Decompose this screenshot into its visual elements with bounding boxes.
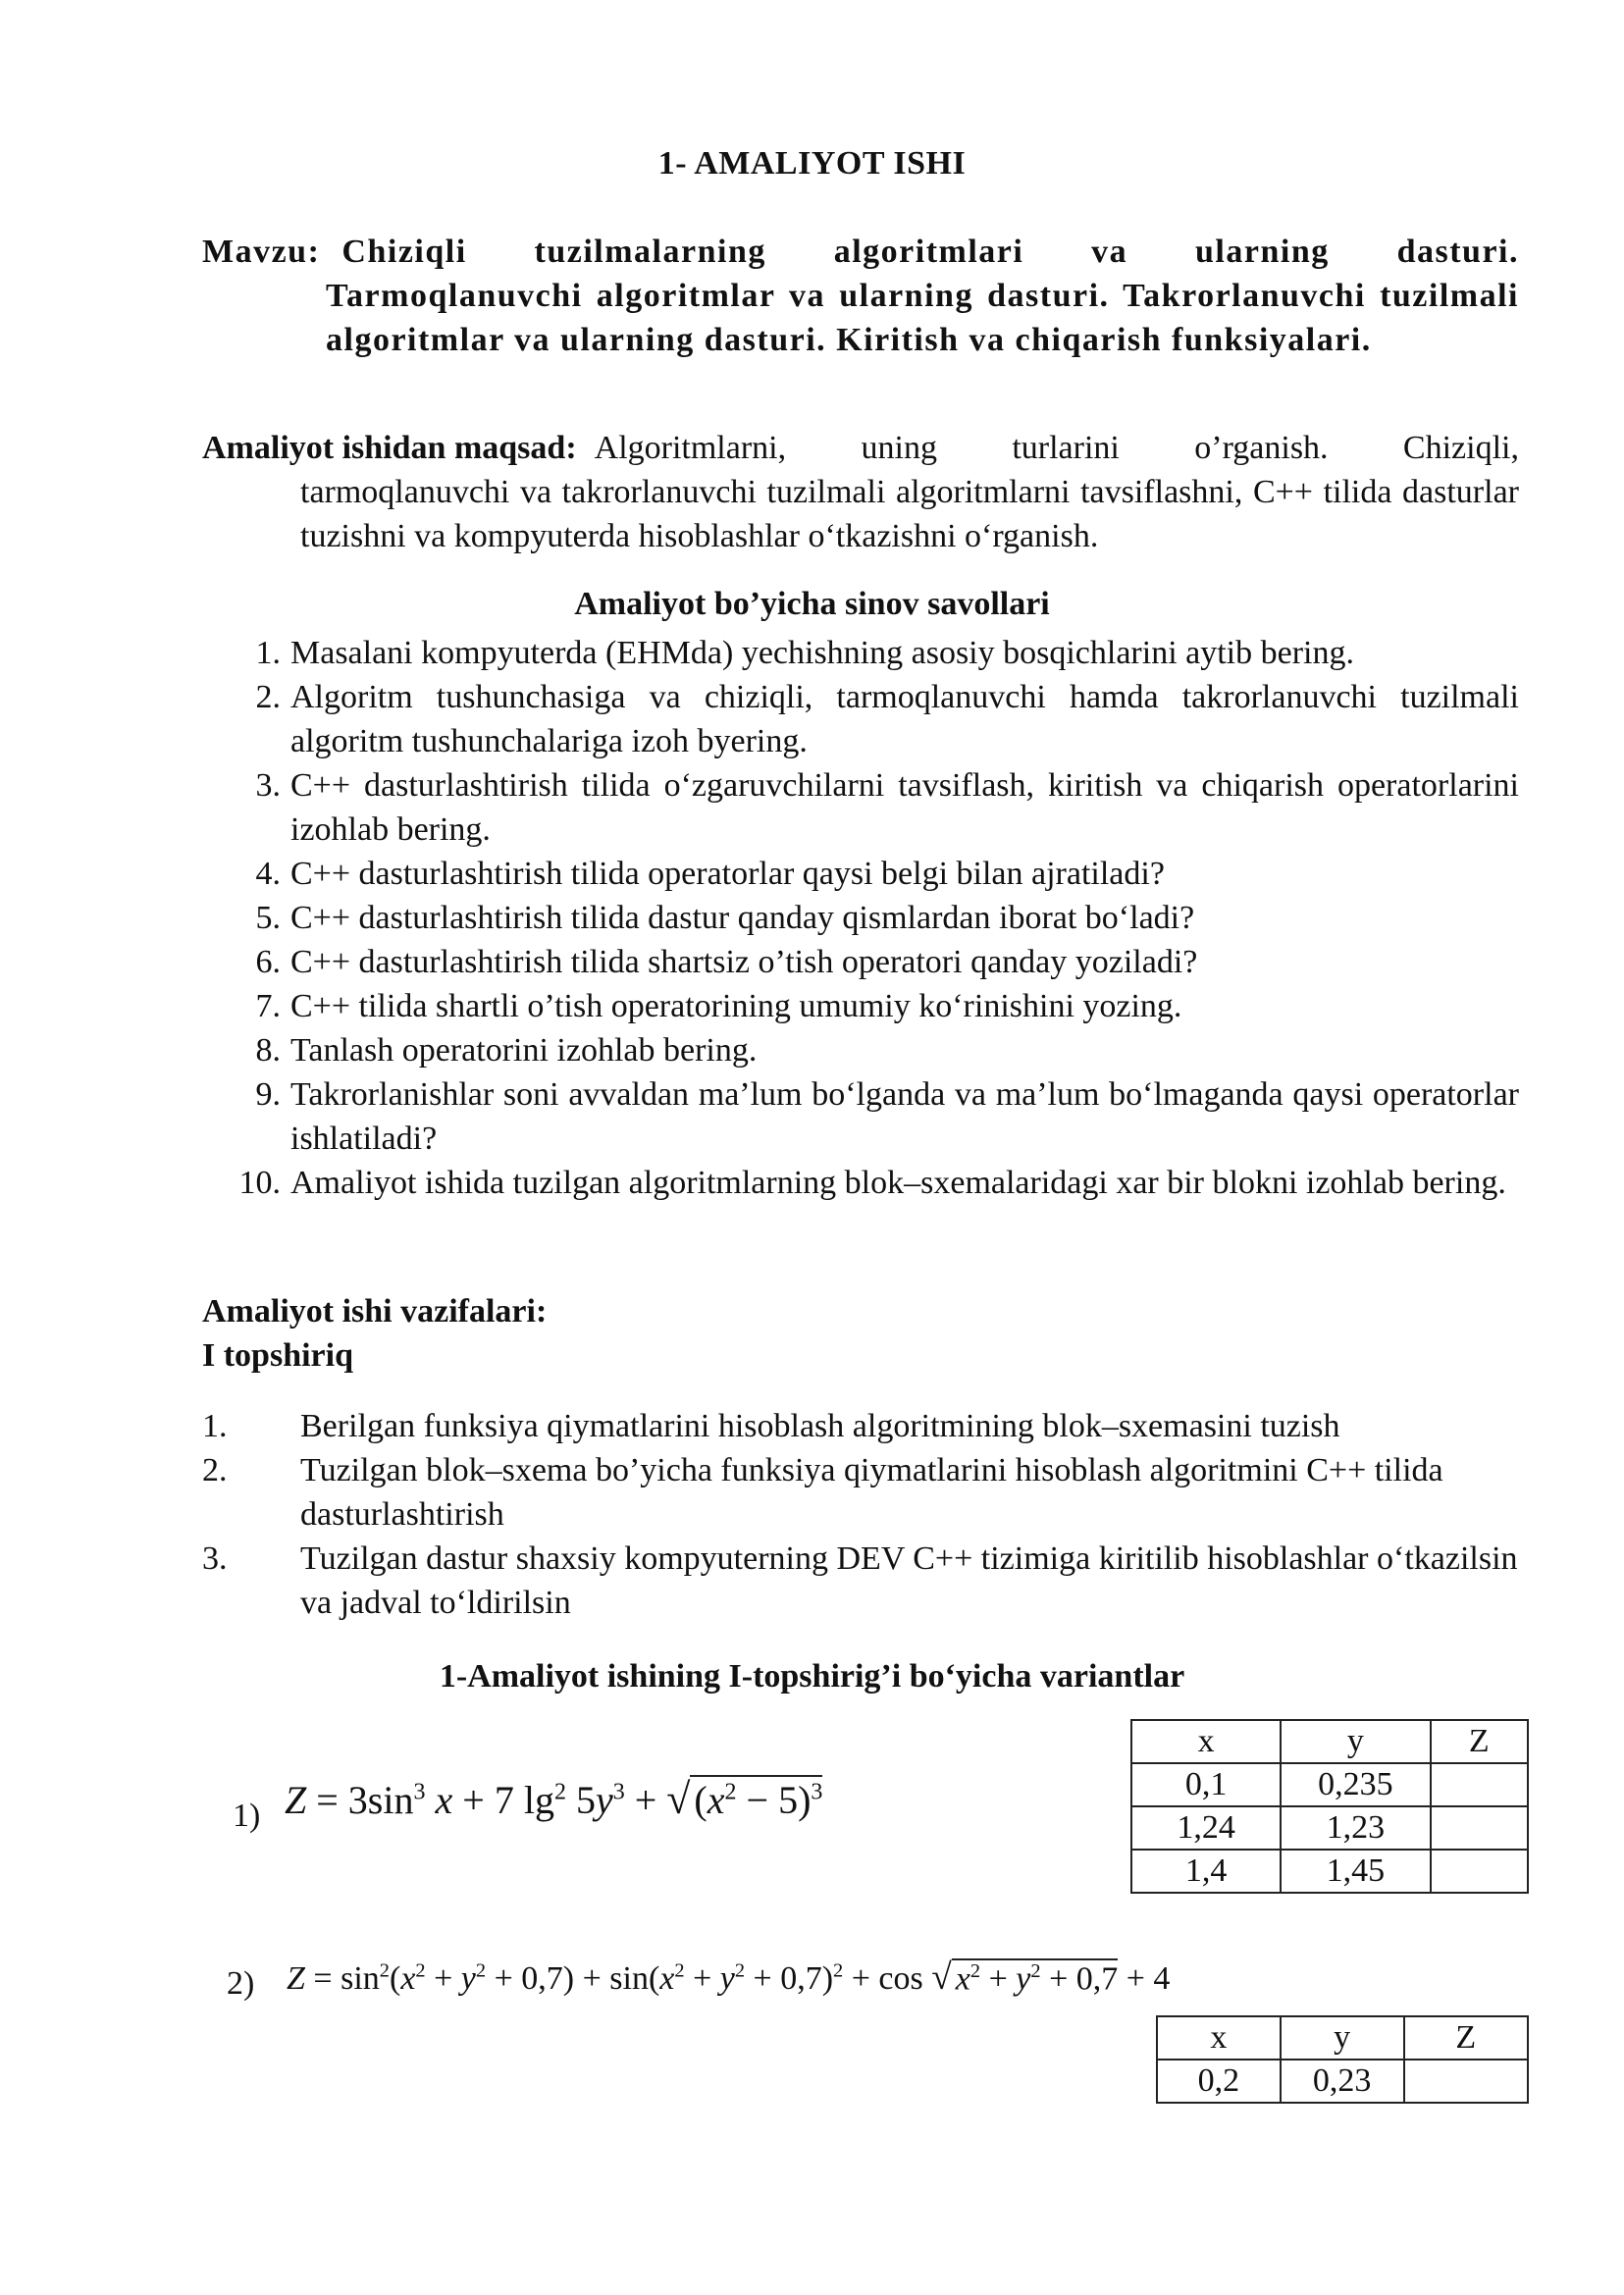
- item-text: Masalani kompyuterda (EHMda) yechishning asosiy bosqichlarini aytib bering.: [290, 635, 1354, 671]
- tasks-list: [202, 1404, 1519, 1625]
- list-item: [202, 852, 1519, 896]
- item-number: 2.: [255, 679, 281, 715]
- item-number: 3.: [255, 767, 281, 804]
- item-text: Berilgan funksiya qiymatlarini hisoblash algoritmining blok–sxemasini tuzish: [300, 1408, 1340, 1444]
- topic-rest: Tarmoqlanuvchi algoritmlar va ularning dasturi. Takrorlanuvchi tuzilmali algoritmlar va ularning dasturi. Kiritish va chiqarish funksiyalari.: [326, 278, 1519, 358]
- item-text: Algoritm tushunchasiga va chiziqli, tarmoqlanuvchi hamda takrorlanuvchi tuzilmali algoritm tushunchalariga izoh byering.: [290, 679, 1519, 759]
- list-item: [202, 940, 1519, 984]
- item-number: 4.: [255, 856, 281, 892]
- table-header-cell: y: [1281, 1720, 1430, 1763]
- item-text: C++ dasturlashtirish tilida o‘zgaruvchilarni tavsiflash, kiritish va chiqarish operatorlarini izohlab bering.: [290, 767, 1519, 848]
- variant-1-table: [1130, 1719, 1529, 1894]
- item-text: C++ dasturlashtirish tilida shartsiz o’tish operatori qanday yoziladi?: [290, 944, 1198, 980]
- item-number: 1.: [255, 635, 281, 671]
- table-cell: 1,23: [1281, 1806, 1430, 1850]
- list-item: [202, 1537, 1519, 1625]
- item-text: C++ tilida shartli o’tish operatorining umumiy ko‘rinishini yozing.: [290, 988, 1182, 1024]
- table-cell: 0,23: [1281, 2060, 1404, 2103]
- item-number: 7.: [255, 988, 281, 1024]
- list-item: [202, 1404, 1519, 1448]
- list-item: [202, 1072, 1519, 1161]
- item-text: C++ dasturlashtirish tilida dastur qanday qismlardan iborat bo‘ladi?: [290, 900, 1195, 936]
- list-item: [202, 675, 1519, 763]
- item-number: 6.: [255, 944, 281, 980]
- table-cell: [1404, 2060, 1528, 2103]
- table-header-row: [1131, 1720, 1528, 1763]
- table-row: [1131, 1806, 1528, 1850]
- list-item: [202, 1161, 1519, 1205]
- table-header-cell: x: [1157, 2016, 1281, 2060]
- topic-line1: Chiziqli tuzilmalarning algoritmlari va ularning dasturi.: [341, 234, 1519, 270]
- table-cell: 1,4: [1131, 1850, 1281, 1893]
- table-cell: 1,24: [1131, 1806, 1281, 1850]
- table-cell: [1431, 1850, 1528, 1893]
- table-row: [1131, 1763, 1528, 1806]
- table-cell: 0,2: [1157, 2060, 1281, 2103]
- variant-2-table: [1156, 2015, 1529, 2104]
- variant-2-number: 2): [227, 1965, 255, 2002]
- goal-block: [202, 426, 1519, 558]
- table-header-cell: Z: [1431, 1720, 1528, 1763]
- table-row: [1131, 1850, 1528, 1893]
- table-cell: 0,1: [1131, 1763, 1281, 1806]
- variant-1-number: 1): [233, 1798, 261, 1834]
- topic-block: [202, 230, 1519, 362]
- item-number: 2.: [202, 1452, 228, 1488]
- item-text: Takrorlanishlar soni avvaldan ma’lum bo‘lganda va ma’lum bo‘lmaganda qaysi operatorlar ishlatiladi?: [290, 1076, 1519, 1157]
- item-text: Tuzilgan dastur shaxsiy kompyuterning DEV C++ tizimiga kiritilib hisoblashlar o‘tkazilsin va jadval to‘ldirilsin: [300, 1540, 1518, 1621]
- item-text: Tanlash operatorini izohlab bering.: [290, 1032, 758, 1069]
- item-text: C++ dasturlashtirish tilida operatorlar qaysi belgi bilan ajratiladi?: [290, 856, 1165, 892]
- table-header-row: [1157, 2016, 1528, 2060]
- item-number: 5.: [255, 900, 281, 936]
- table-header-cell: x: [1131, 1720, 1281, 1763]
- item-number: 10.: [238, 1165, 281, 1201]
- table-row: [1157, 2060, 1528, 2103]
- topic-label: Mavzu:: [202, 234, 321, 270]
- item-number: 9.: [255, 1076, 281, 1113]
- assignment-heading: I topshiriq: [202, 1337, 353, 1374]
- table-header-cell: Z: [1404, 2016, 1528, 2060]
- list-item: [202, 1448, 1519, 1537]
- list-item: [202, 763, 1519, 852]
- goal-line1: Algoritmlarni, uning turlarini o’rganish. Chiziqli,: [594, 430, 1519, 466]
- item-number: 8.: [255, 1032, 281, 1069]
- table-cell: [1431, 1763, 1528, 1806]
- variants-heading: 1-Amaliyot ishining I-topshirig’i bo‘yicha variantlar: [439, 1658, 1185, 1695]
- variant-1-formula: $Z = 3\sin^3$ x + 7 $\lg^2 5y^3$ + √ $(x^2 - 5)^3$: [285, 1775, 823, 1823]
- list-item: [202, 1028, 1519, 1072]
- list-item: [202, 896, 1519, 940]
- goal-rest: tarmoqlanuvchi va takrorlanuvchi tuzilmali algoritmlarni tavsiflashni, C++ tilida dasturlar tuzishni va kompyuterda hisoblashlar o‘tkazishni o‘rganish.: [300, 474, 1519, 554]
- variant-2-formula: $Z = \sin^2(x^2 + y^2 + 0,7) + \sin(x^2 + y^2 + 0,7)^2 + \cos$ √ $x^2 + y^2 + 0,7 + 4$: [287, 1957, 1171, 1998]
- goal-label: Amaliyot ishidan maqsad:: [202, 430, 577, 466]
- table-cell: 0,235: [1281, 1763, 1430, 1806]
- table-cell: [1431, 1806, 1528, 1850]
- item-number: 1.: [202, 1408, 228, 1444]
- tasks-heading: Amaliyot ishi vazifalari:: [202, 1293, 548, 1330]
- table-cell: 1,45: [1281, 1850, 1430, 1893]
- item-text: Amaliyot ishida tuzilgan algoritmlarning blok–sxemalaridagi xar bir blokni izohlab bering.: [290, 1165, 1506, 1201]
- item-number: 3.: [202, 1540, 228, 1577]
- list-item: [202, 631, 1519, 675]
- list-item: [202, 984, 1519, 1028]
- table-header-cell: y: [1281, 2016, 1404, 2060]
- page-title: 1- AMALIYOT ISHI: [657, 145, 967, 182]
- questions-heading: Amaliyot bo’yicha sinov savollari: [574, 586, 1050, 622]
- questions-list: [202, 631, 1519, 1205]
- item-text: Tuzilgan blok–sxema bo’yicha funksiya qiymatlarini hisoblash algoritmini C++ tilida dasturlashtirish: [300, 1452, 1443, 1533]
